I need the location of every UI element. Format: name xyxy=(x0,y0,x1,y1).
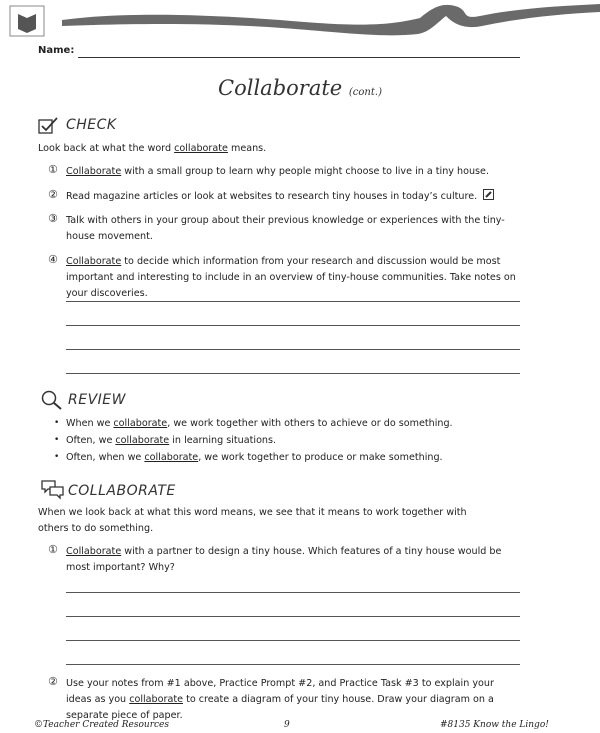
check-item-3-number: ③ xyxy=(48,212,58,225)
collaborate-item-1-number: ① xyxy=(48,543,58,556)
collaborate-intro: When we look back at what this word means, we see that it means to work together with others to do something. xyxy=(38,507,467,534)
footer-copyright: ©Teacher Created Resources xyxy=(34,720,169,730)
checkbox-icon xyxy=(38,117,60,135)
bullet-dot: • xyxy=(54,435,60,445)
check-item-4: Collaborate to decide which information from your research and discussion would be most important and interesting to include in an overview of tiny-house communities. Take notes on your discoveries. xyxy=(66,256,516,299)
check-intro: Look back at what the word collaborate means. xyxy=(38,143,267,154)
answer-line[interactable] xyxy=(66,664,520,665)
bullet-dot: • xyxy=(54,418,60,428)
pencil-note-icon xyxy=(483,189,494,200)
review-bullet-2: Often, we collaborate in learning situations. xyxy=(66,435,277,446)
answer-line[interactable] xyxy=(66,349,520,350)
check-item-4-number: ④ xyxy=(48,253,58,266)
collaborate-heading: COLLABORATE xyxy=(68,483,176,499)
collaborate-item-2: Use your notes from #1 above, Practice Prompt #2, and Practice Task #3 to explain your ideas as you collaborate to create a diagram of your tiny house. Draw your diagram on a separate piece of paper. xyxy=(66,678,494,721)
check-item-2-number: ② xyxy=(48,188,58,201)
footer-page-number: 9 xyxy=(284,720,290,730)
review-bullet-3: Often, when we collaborate, we work together to produce or make something. xyxy=(66,452,443,463)
page-title-main: Collaborate xyxy=(218,76,343,100)
check-item-3: Talk with others in your group about their previous knowledge or experiences with the tiny-house movement. xyxy=(66,215,505,242)
collaborate-item-2-number: ② xyxy=(48,675,58,688)
collaborate-item-1: Collaborate with a partner to design a tiny house. Which features of a tiny house would be most important? Why? xyxy=(66,546,502,573)
check-item-2: Read magazine articles or look at websites to research tiny houses in today’s culture. xyxy=(66,189,522,205)
review-bullet-1: When we collaborate, we work together with others to achieve or do something. xyxy=(66,418,453,429)
answer-line[interactable] xyxy=(66,592,520,593)
review-heading: REVIEW xyxy=(68,392,126,408)
magnifier-icon xyxy=(40,389,64,411)
open-book-icon xyxy=(10,6,44,36)
name-label: Name: xyxy=(38,45,75,56)
page-title-sub: (cont.) xyxy=(348,87,382,98)
footer-book-title: #8135 Know the Lingo! xyxy=(440,720,549,730)
answer-line[interactable] xyxy=(66,640,520,641)
answer-line[interactable] xyxy=(66,373,520,374)
page-title xyxy=(0,76,600,100)
answer-line[interactable] xyxy=(66,616,520,617)
brush-stroke xyxy=(62,4,600,35)
chat-bubbles-icon xyxy=(40,478,66,500)
answer-line[interactable] xyxy=(66,325,520,326)
word-collaborate: collaborate xyxy=(174,143,228,154)
check-item-1: Collaborate with a small group to learn why people might choose to live in a tiny house. xyxy=(66,166,490,177)
answer-line[interactable] xyxy=(66,301,520,302)
name-field[interactable] xyxy=(78,57,520,58)
bullet-dot: • xyxy=(54,452,60,462)
check-heading: CHECK xyxy=(66,117,117,133)
check-item-1-number: ① xyxy=(48,163,58,176)
header-banner xyxy=(0,0,600,45)
